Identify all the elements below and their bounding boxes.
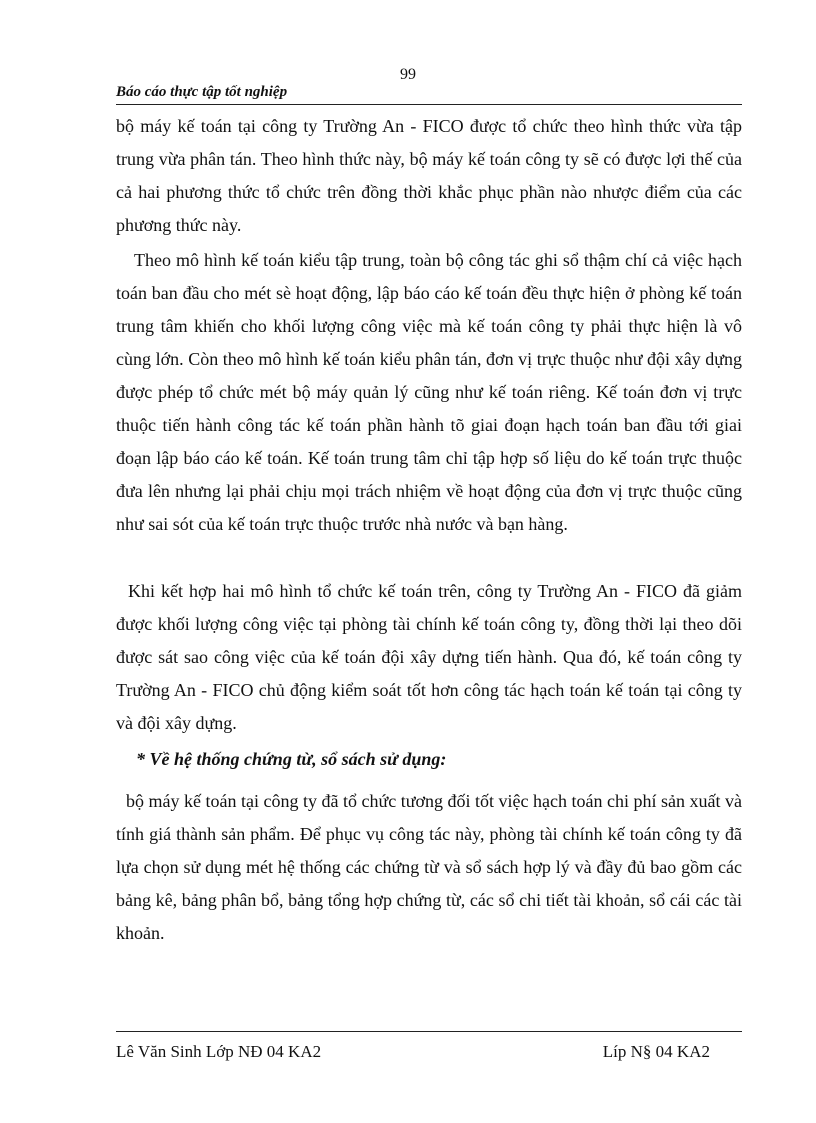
- paragraph-1: bộ máy kế toán tại công ty Trường An - FICO được tổ chức theo hình thức vừa tập trung vừa phân tán. Theo hình thức này, bộ máy kế toán công ty sẽ có được lợi thế của cả hai phương thức tổ chức trên đồng thời khắc phục phần nào nhược điểm của các phương thức này.: [116, 116, 742, 235]
- paragraph-2: Theo mô hình kế toán kiểu tập trung, toàn bộ công tác ghi sổ thậm chí cả việc hạch toán ban đầu cho mét sè hoạt động, lập báo cáo kế toán đều thực hiện ở phòng kế toán trung tâm khiến cho khối lượng công việc mà kế toán công ty phải thực hiện là vô cùng lớn. Còn theo mô hình kế toán kiểu phân tán, đơn vị trực thuộc như đội xây dựng được phép tổ chức mét bộ máy quản lý cũng như kế toán riêng. Kế toán đơn vị trực thuộc tiến hành công tác kế toán phần hành tõ giai đoạn hạch toán ban đầu tới giai đoạn lập báo cáo kế toán. Kế toán trung tâm chỉ tập hợp số liệu do kế toán trực thuộc đưa lên nhưng lại phải chịu mọi trách nhiệm về hoạt động của đơn vị trực thuộc cũng như sai sót của kế toán trực thuộc trước nhà nước và bạn hàng.: [116, 250, 742, 534]
- section-heading: * Về hệ thống chứng từ, sổ sách sử dụng:: [136, 749, 447, 769]
- footer-class: Líp N§ 04 KA2: [602, 1042, 710, 1061]
- paragraph-3: Khi kết hợp hai mô hình tổ chức kế toán trên, công ty Trường An - FICO đã giảm được khối lượng công việc tại phòng tài chính kế toán công ty, đồng thời lại theo dõi được sát sao công việc của kế toán đội xây dựng tiến hành. Qua đó, kế toán công ty Trường An - FICO chủ động kiểm soát tốt hơn công tác hạch toán kế toán tại công ty và đội xây dựng.: [116, 581, 742, 733]
- page-number: 99: [400, 66, 416, 83]
- footer-author: Lê Văn Sinh Lớp NĐ 04 KA2: [116, 1042, 322, 1061]
- footer-divider: [116, 1031, 742, 1032]
- header-divider: [116, 104, 742, 105]
- paragraph-4: bộ máy kế toán tại công ty đã tổ chức tương đối tốt việc hạch toán chi phí sản xuất và tính giá thành sản phẩm. Để phục vụ công tác này, phòng tài chính kế toán công ty đã lựa chọn sử dụng mét hệ thống các chứng từ và sổ sách hợp lý và đầy đủ bao gồm các bảng kê, bảng phân bổ, bảng tổng hợp chứng từ, các sổ chi tiết tài khoản, sổ cái các tài khoản.: [116, 791, 742, 943]
- header-title: Báo cáo thực tập tốt nghiệp: [116, 84, 288, 100]
